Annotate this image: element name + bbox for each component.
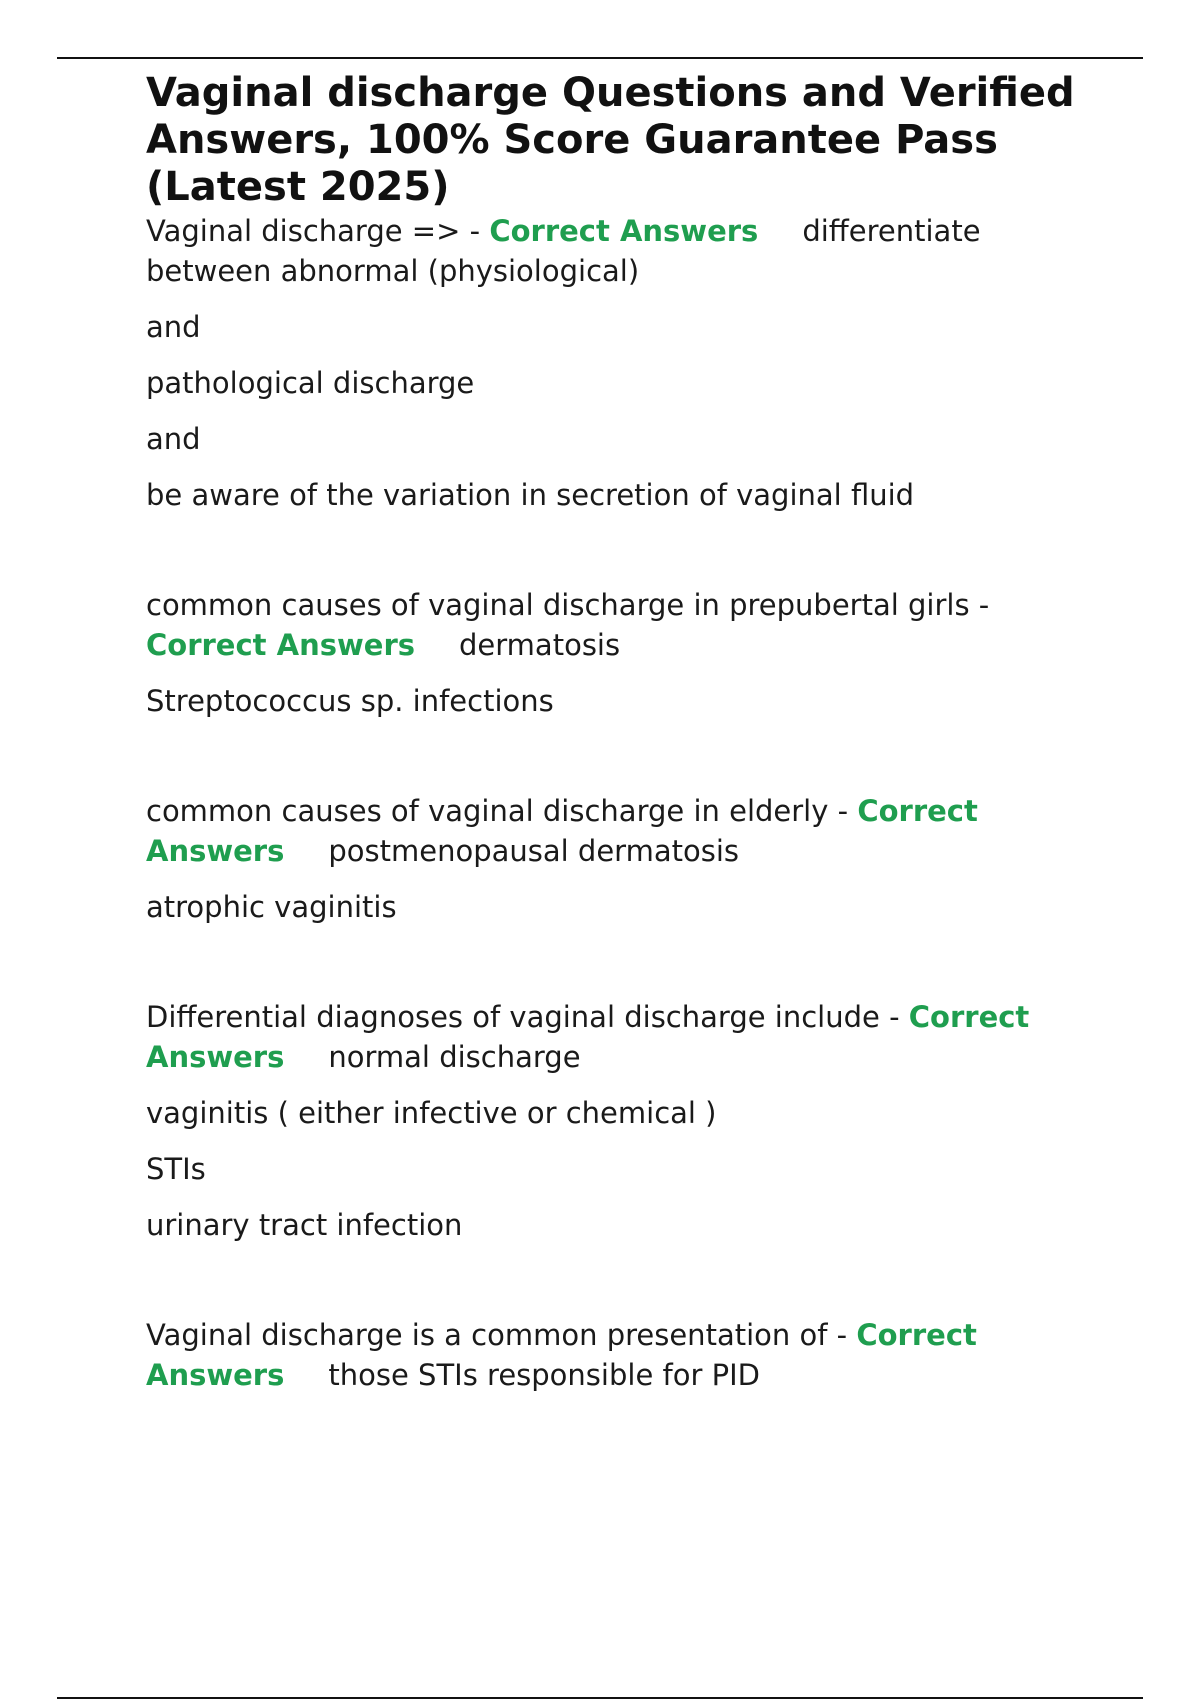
answer-line: vaginitis ( either infective or chemical ) [146, 1096, 717, 1130]
answer-line: Streptococcus sp. infections [146, 684, 554, 718]
footer-rule [57, 1697, 1143, 1699]
answer-text: postmenopausal dermatosis [328, 834, 740, 868]
qa-item [146, 997, 1086, 1245]
qa-item [146, 791, 1086, 927]
question-line: common causes of vaginal discharge in elderly - Correct Answers postmenopausal dermatosis [146, 794, 978, 868]
document-body [146, 70, 1086, 1395]
qa-item [146, 585, 1086, 721]
qa-item [146, 211, 1086, 515]
question-line: Vaginal discharge => - Correct Answers differentiate between abnormal (physiological) [146, 214, 981, 288]
answer-label: Correct Answers [146, 794, 978, 868]
question-text: Differential diagnoses of vaginal discharge include [146, 1000, 880, 1034]
answer-text: normal discharge [328, 1040, 581, 1074]
question-line: Vaginal discharge is a common presentation of - Correct Answers those STIs responsible for PID [146, 1318, 977, 1392]
document-title: Vaginal discharge Questions and Verified Answers, 100% Score Guarantee Pass (Latest 2025) [146, 70, 1075, 210]
answer-line: and [146, 422, 201, 456]
answer-line: and [146, 310, 201, 344]
answer-label: Correct Answers [489, 214, 759, 248]
answer-label: Correct Answers [146, 1318, 977, 1392]
question-line: common causes of vaginal discharge in prepubertal girls - Correct Answers dermatosis [146, 588, 990, 662]
question-text: Vaginal discharge is a common presentation of [146, 1318, 828, 1352]
answer-line: STIs [146, 1152, 206, 1186]
question-line: Differential diagnoses of vaginal discharge include - Correct Answers normal discharge [146, 1000, 1030, 1074]
answer-text: differentiate between abnormal (physiological) [146, 214, 981, 288]
header-rule [57, 57, 1143, 59]
answer-label: Correct Answers [146, 628, 416, 662]
qa-item [146, 1315, 1086, 1395]
answer-label: Correct Answers [146, 1000, 1030, 1074]
answer-line: atrophic vaginitis [146, 890, 397, 924]
question-text: Vaginal discharge => [146, 214, 461, 248]
question-text: common causes of vaginal discharge in elderly [146, 794, 829, 828]
answer-line: pathological discharge [146, 366, 475, 400]
question-text: common causes of vaginal discharge in prepubertal girls [146, 588, 970, 622]
answer-text: dermatosis [459, 628, 621, 662]
answer-text: those STIs responsible for PID [328, 1358, 760, 1392]
answer-line: be aware of the variation in secretion of vaginal fluid [146, 478, 915, 512]
answer-line: urinary tract infection [146, 1208, 463, 1242]
